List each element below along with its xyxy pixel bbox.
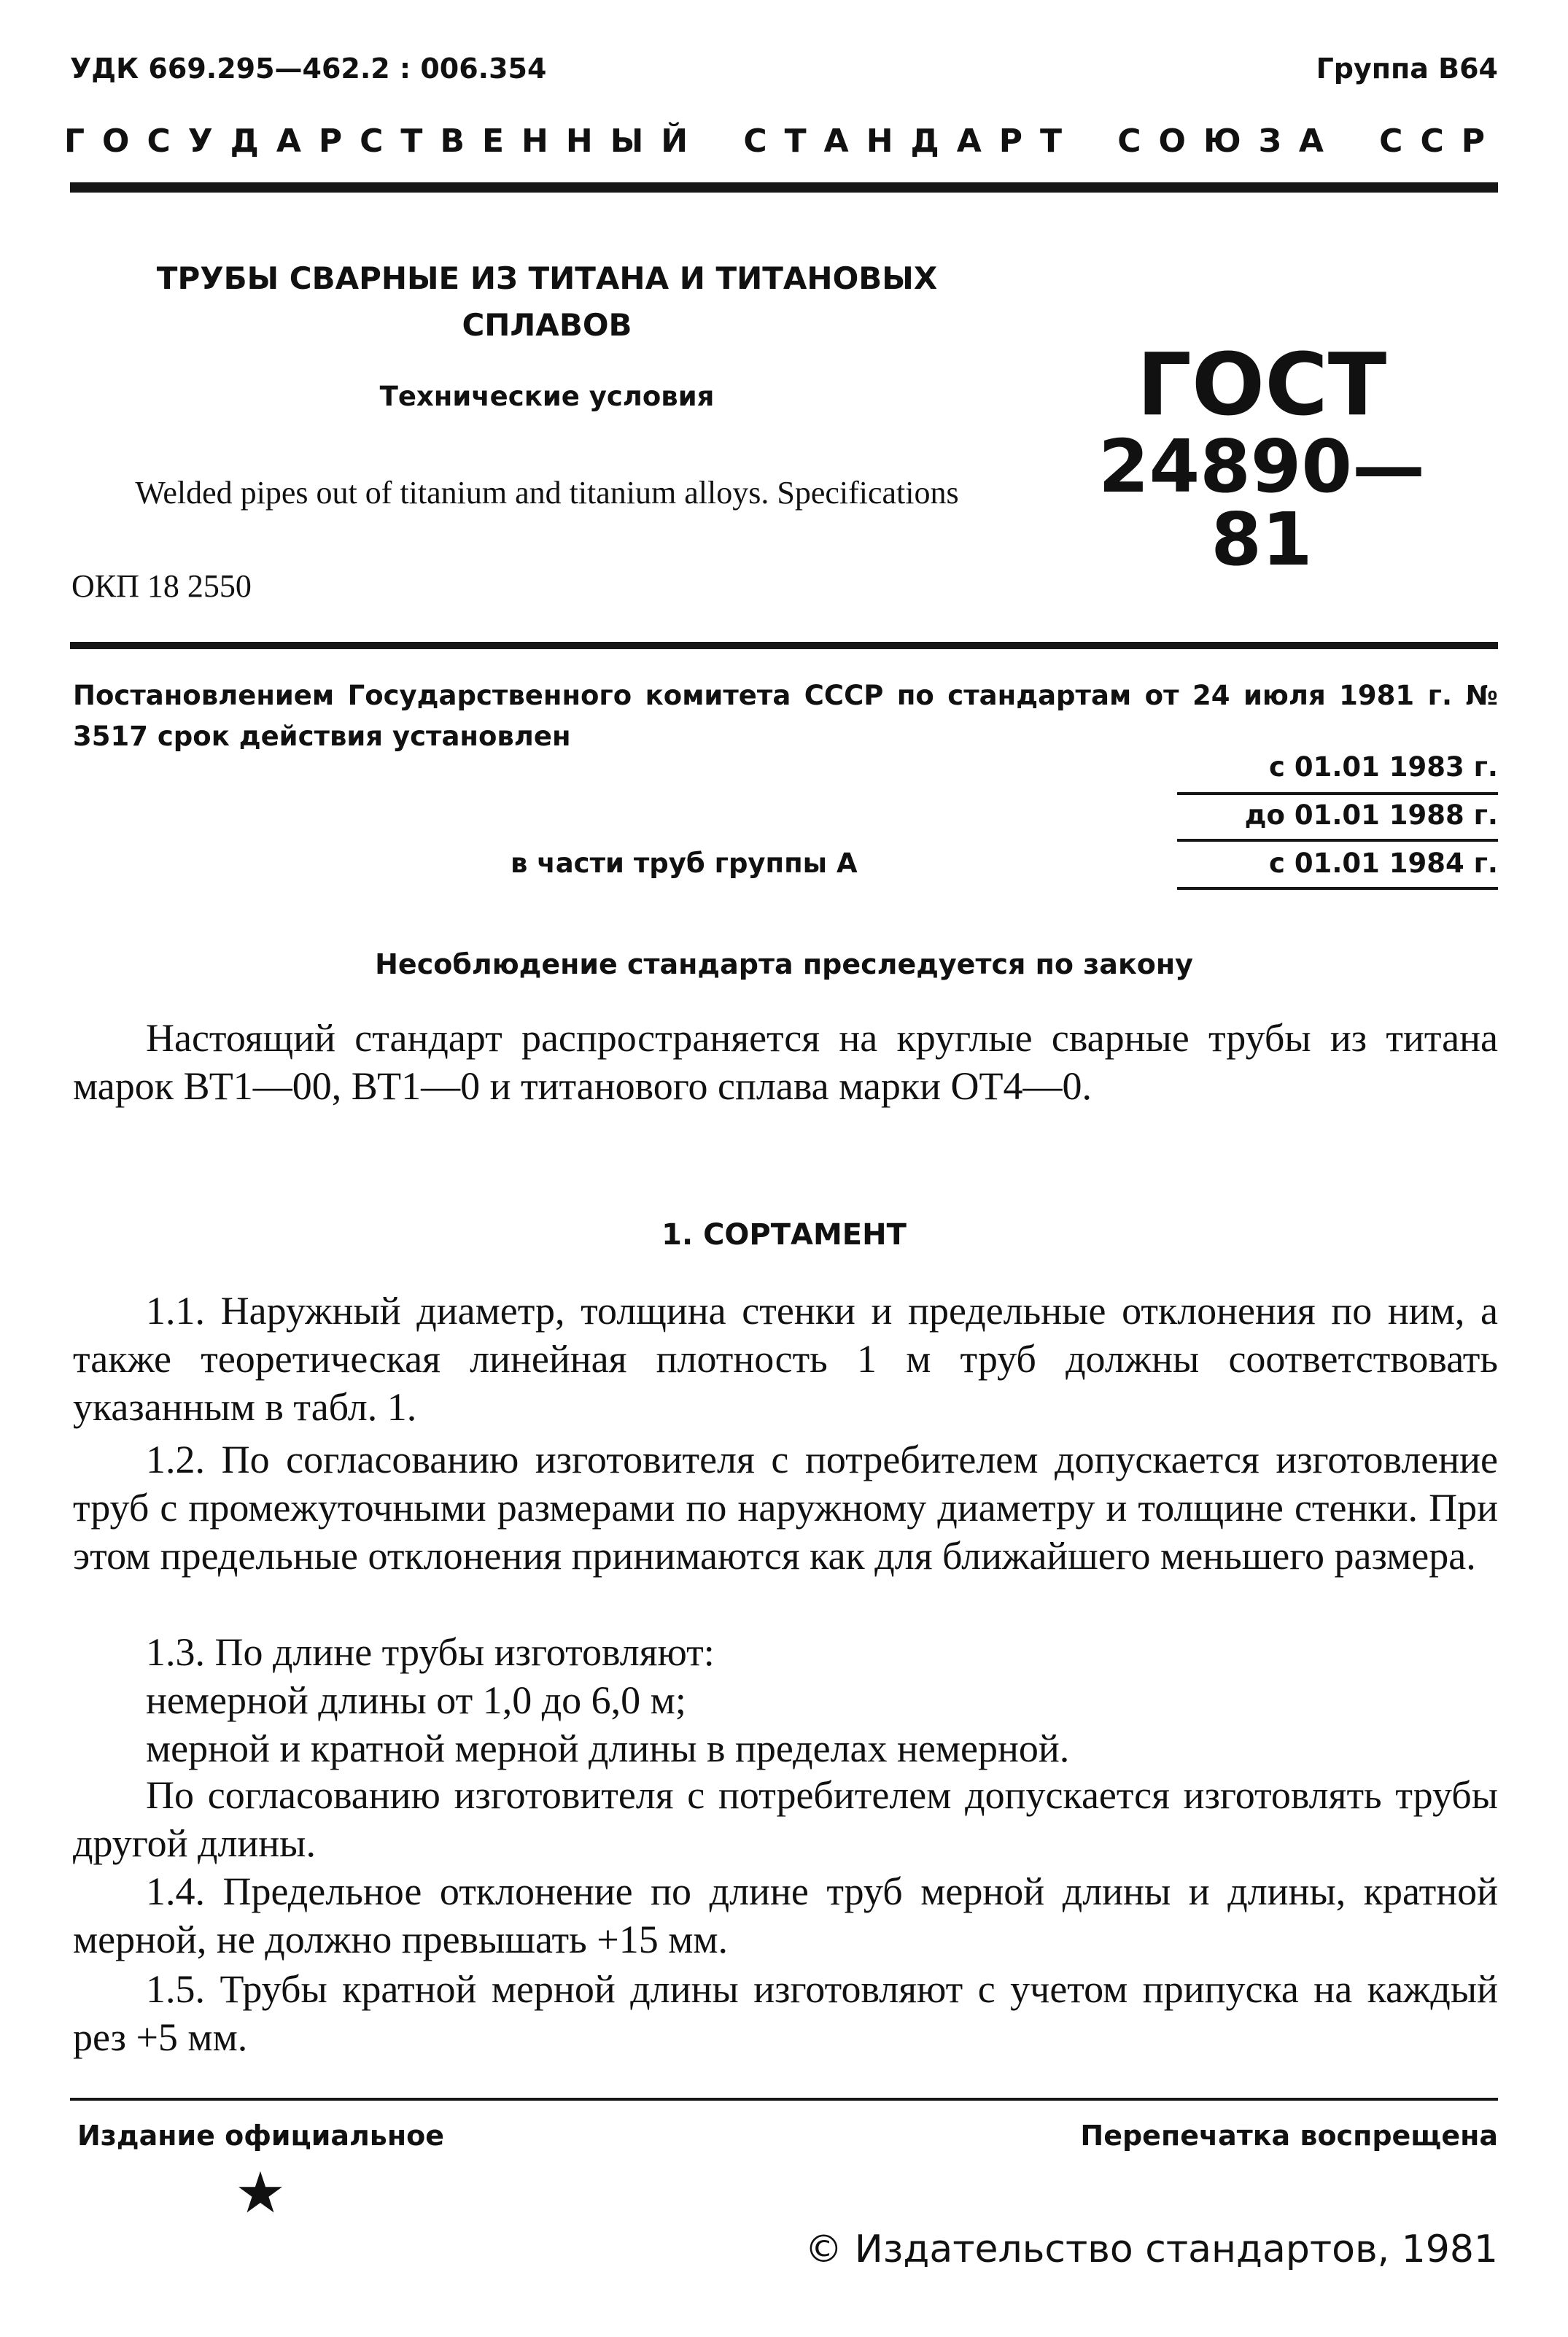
copyright: © Издательство стандартов, 1981 [804,2228,1498,2271]
clause-1-4: 1.4. Предельное отклонение по длине труб мерной длины и длины, кратной мерной, не должно превышать +15 мм. [73,1869,1498,1961]
effective-date-to: до 01.01 1988 г. [1244,799,1498,831]
udk-code: УДК 669.295—462.2 : 006.354 [70,53,547,85]
banner-word: ГОСУДАРСТВЕННЫЙ [64,123,706,160]
date-underline [1177,887,1498,890]
clause-1-3: 1.3. По длине трубы изготовляют: [146,1630,715,1674]
clause-1-5: 1.5. Трубы кратной мерной длины изготовляют с учетом припуска на каждый рез +5 мм. [73,1967,1498,2059]
banner-word: СТАНДАРТ [743,123,1080,160]
gost-number: 24890—81 [1098,424,1425,582]
standard-banner [64,123,1502,160]
section-heading: 1. СОРТАМЕНТ [661,1218,907,1252]
edition-label: Издание официальное [77,2120,444,2152]
group-a-date: с 01.01 1984 г. [1269,848,1498,879]
date-underline [1177,839,1498,842]
decree-text: Постановлением Государственного комитета СССР по стандартам от 24 июля 1981 г. № 3517 срок действия установлен [73,680,1498,752]
banner-word: СОЮЗА [1117,123,1341,160]
document-subtitle: Технические условия [379,381,715,412]
clause-1-3-item: немерной длины от 1,0 до 6,0 м; [146,1678,686,1722]
english-title: Welded pipes out of titanium and titanium alloys. Specifications [135,475,959,511]
banner-word: ССР [1379,123,1502,160]
reprint-notice: Перепечатка воспрещена [1080,2120,1498,2152]
intro-paragraph: Настоящий стандарт распространяется на круглые сварные трубы из титана марок ВТ1—00, ВТ1—0 и титанового сплава марки ОТ4—0. [73,1016,1498,1108]
legal-notice: Несоблюдение стандарта преследуется по закону [375,948,1193,980]
gost-label: ГОСТ [1136,334,1387,435]
clause-1-3-note: По согласованию изготовителя с потребителем допускается изготовлять трубы другой длины. [73,1773,1498,1865]
middle-rule [70,642,1498,649]
clause-1-1: 1.1. Наружный диаметр, толщина стенки и предельные отклонения по ним, а также теоретическая линейная плотность 1 м труб должны соответствовать указанным в табл. 1. [73,1289,1498,1429]
group-code: Группа В64 [1316,53,1498,85]
clause-1-2: 1.2. По согласованию изготовителя с потребителем допускается изготовление труб с промежуточными размерами по наружному диаметру и толщине стенки. При этом предельные отклонения принимаются как для ближайшего меньшего размера. [73,1438,1498,1578]
document-title: ТРУБЫ СВАРНЫЕ ИЗ ТИТАНА И ТИТАНОВЫХ СПЛАВОВ [156,260,938,343]
group-a-label: в части труб группы А [511,848,858,879]
top-rule [70,182,1498,193]
bottom-rule [70,2098,1498,2101]
effective-date-from: с 01.01 1983 г. [1269,751,1498,783]
clause-1-3-item: мерной и кратной мерной длины в пределах немерной. [146,1726,1070,1770]
star-icon: ★ [235,2160,286,2226]
okp-code: ОКП 18 2550 [71,568,252,604]
date-underline [1177,792,1498,795]
